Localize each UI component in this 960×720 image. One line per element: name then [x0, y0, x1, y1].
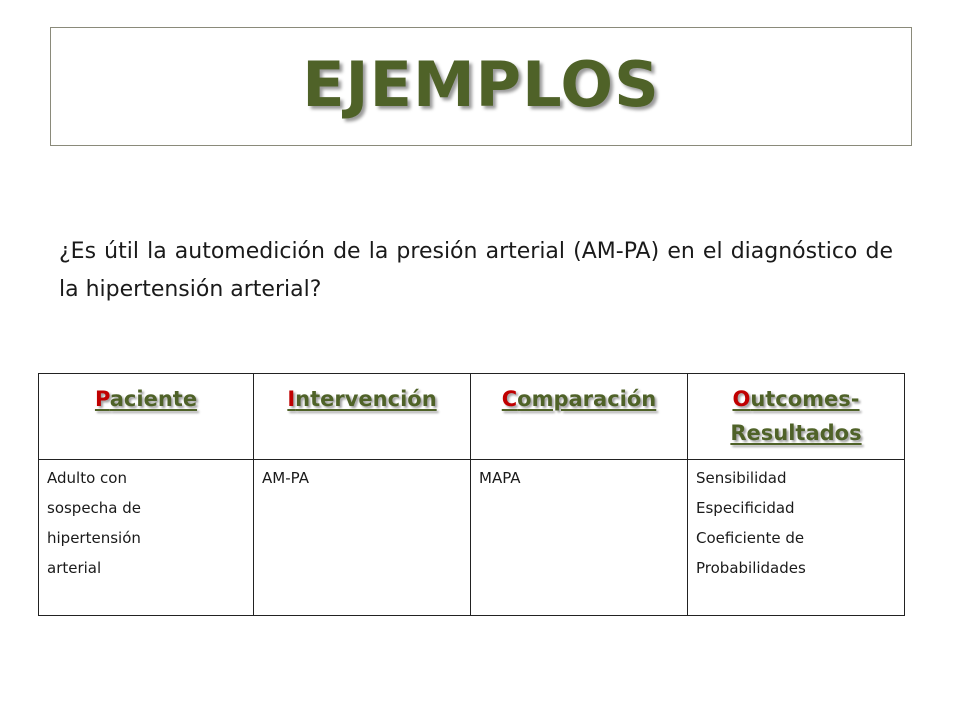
- cell-line: Adulto con: [47, 469, 127, 487]
- research-question: ¿Es útil la automedición de la presión arterial (AM-PA) en el diagnóstico de la hipertensión arterial?: [59, 239, 893, 302]
- cell-intervencion: [254, 460, 471, 616]
- cell-line: Especificidad: [696, 499, 795, 517]
- cell-paciente: [39, 460, 254, 616]
- cell-line: Sensibilidad: [696, 469, 787, 487]
- header-rest: omparación: [517, 387, 657, 411]
- header-rest: ntervención: [295, 387, 437, 411]
- title-box: [50, 27, 912, 146]
- cell-line: Coeficiente de: [696, 529, 805, 547]
- header-initial: C: [501, 387, 518, 411]
- table-row: [39, 460, 905, 616]
- cell-line: MAPA: [479, 469, 521, 487]
- header-line2: Resultados: [730, 421, 862, 445]
- header-initial: P: [94, 387, 110, 411]
- header-comparacion: [471, 374, 688, 460]
- cell-line: hipertensión: [47, 529, 141, 547]
- header-rest: utcomes-: [750, 387, 860, 411]
- pico-table: [38, 373, 905, 616]
- table-header-row: [39, 374, 905, 460]
- cell-line: arterial: [47, 559, 102, 577]
- cell-line: Probabilidades: [696, 559, 806, 577]
- cell-outcomes: [688, 460, 905, 616]
- cell-line: AM-PA: [262, 469, 309, 487]
- header-initial: O: [732, 387, 751, 411]
- header-intervencion: [254, 374, 471, 460]
- header-rest: aciente: [109, 387, 198, 411]
- cell-comparacion: [471, 460, 688, 616]
- header-paciente: [39, 374, 254, 460]
- cell-line: sospecha de: [47, 499, 142, 517]
- header-outcomes: [688, 374, 905, 460]
- header-initial: I: [287, 387, 296, 411]
- slide-title: EJEMPLOS: [302, 48, 660, 121]
